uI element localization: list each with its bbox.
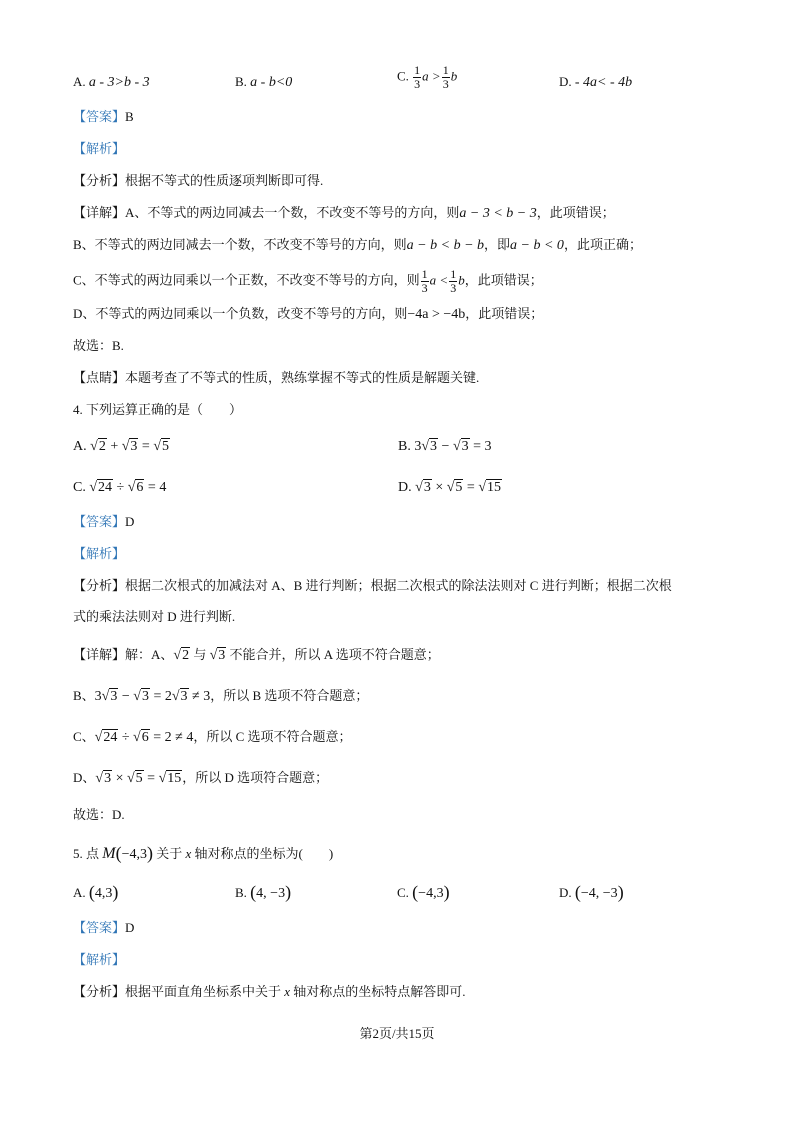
q4-question: 4. 下列运算正确的是（ ） — [73, 402, 243, 417]
analysis-heading: 【解析】 — [73, 141, 126, 156]
fenxi-text: 【分析】根据不等式的性质逐项判断即可得. — [73, 173, 324, 188]
xiangjie-d: D、√3 × √5 = √15，所以 D 选项符合题意； — [73, 770, 329, 786]
q3-option-c: C. $\frac{1}{3}$ a > $\frac{1}{3}$ b — [397, 63, 458, 91]
page-footer: 第2页/共15页 — [359, 1026, 435, 1041]
xiangjie-b: B、3√3 − √3 = 2√3 ≠ 3，所以 B 选项不符合题意； — [73, 688, 369, 704]
q3-option-b: B. a - b<0 — [235, 74, 293, 90]
q4-option-a: A. √2 + √3 = √5 — [73, 439, 169, 454]
answer-line: 【答案】D — [73, 514, 135, 529]
q5-option-d: D. (−4, −3) — [559, 882, 624, 902]
q5-option-b: B. (4, −3) — [235, 882, 292, 902]
xiangjie-c: C、不等式的两边同乘以一个正数，不改变不等号的方向，则 $\frac{1}{3}$ a < $\frac{1}{3}$ b，此项错误； — [73, 267, 543, 295]
q4-option-c: C. √24 ÷ √6 = 4 — [73, 480, 167, 495]
fenxi-text: 【分析】根据二次根式的加减法对 A、B 进行判断；根据二次根式的除法法则对 C 进行判断；根据二次根 — [73, 578, 672, 593]
q4-option-d: D. √3 × √5 = √15 — [398, 480, 501, 495]
xiangjie-a: 【详解】解：A、√2 与 √3 不能合并，所以 A 选项不符合题意； — [73, 647, 440, 663]
fenxi-text-cont: 式的乘法法则对 D 进行判断. — [73, 609, 236, 624]
q4-option-b: B. 3√3 − √3 = 3 — [398, 439, 492, 454]
xiangjie-b: B、不等式的两边同减去一个数，不改变不等号的方向，则a − b < b − b，即a − b < 0，此项正确； — [73, 237, 642, 253]
fenxi-text: 【分析】根据平面直角坐标系中关于 x 轴对称点的坐标特点解答即可. — [73, 984, 466, 999]
choose-line: 故选：B. — [73, 338, 124, 353]
analysis-heading: 【解析】 — [73, 952, 126, 967]
q5-question: 5. 点 M(−4,3) 关于 x 轴对称点的坐标为( ) — [73, 843, 334, 863]
q3-option-a: A. a - 3>b - 3 — [73, 74, 150, 90]
xiangjie-a: 【详解】A、不等式的两边同减去一个数，不改变不等号的方向，则a − 3 < b − 3，此项错误； — [73, 205, 615, 221]
dianjing-text: 【点睛】本题考查了不等式的性质，熟练掌握不等式的性质是解题关键. — [73, 370, 480, 385]
xiangjie-c: C、√24 ÷ √6 = 2 ≠ 4，所以 C 选项不符合题意； — [73, 729, 352, 745]
q5-option-c: C. (−4,3) — [397, 882, 450, 902]
analysis-heading: 【解析】 — [73, 546, 126, 561]
answer-line: 【答案】D — [73, 920, 135, 935]
q3-option-d: D. - 4a< - 4b — [559, 74, 633, 90]
xiangjie-d: D、不等式的两边同乘以一个负数，改变不等号的方向，则−4a > −4b，此项错误； — [73, 306, 544, 322]
q5-option-a: A. (4,3) — [73, 882, 119, 902]
choose-line: 故选：D. — [73, 807, 125, 822]
answer-line: 【答案】B — [73, 109, 134, 124]
